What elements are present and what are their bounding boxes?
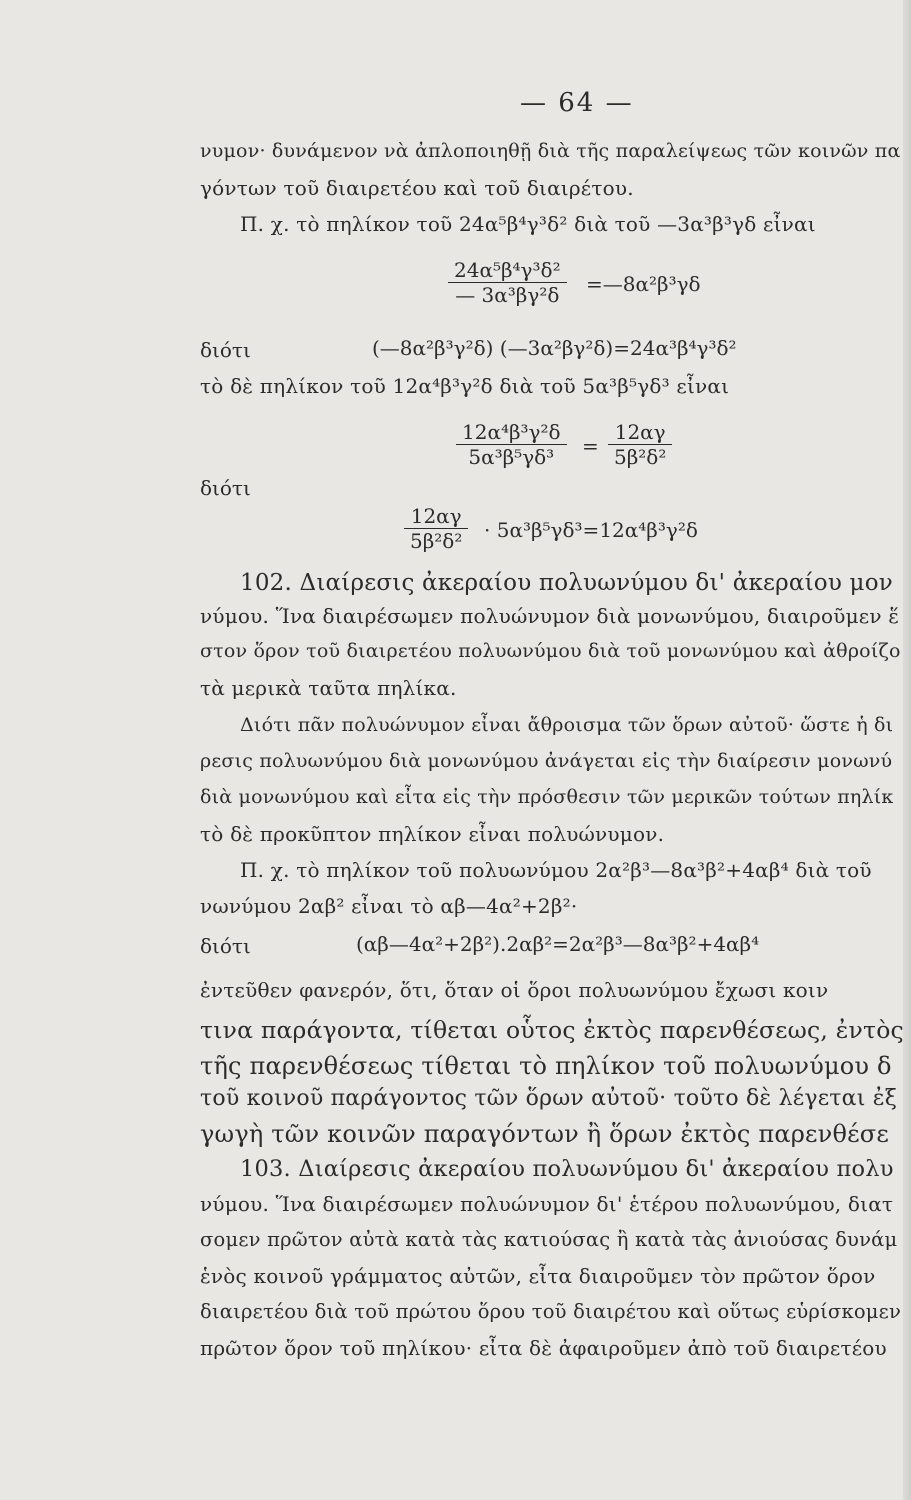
fraction-3 xyxy=(404,504,468,553)
text-line-25: σομεν πρῶτον αὐτὰ κατὰ τὰς κατιούσας ἢ κατὰ τὰς ἀνιούσας δυνάμ xyxy=(200,1228,898,1251)
text-line-22: γωγὴ τῶν κοινῶν παραγόντων ἢ ὅρων ἐκτὸς παρενθέσε xyxy=(200,1120,889,1148)
fraction-3-product: · 5α³β⁵γδ³=12α⁴β³γ²δ xyxy=(484,518,698,542)
fraction-3-numerator: 12αγ xyxy=(404,504,468,529)
text-line-18: ἐντεῦθεν φανερόν, ὅτι, ὅταν οἱ ὅροι πολυωνύμου ἔχωσι κοιν xyxy=(200,978,829,1002)
text-line-1: νυμον· δυνάμενον νὰ ἀπλοποιηθῇ διὰ τῆς παραλείψεως τῶν κοινῶν πα xyxy=(200,140,901,162)
text-line-11: Διότι πᾶν πολυώνυμον εἶναι ἄθροισμα τῶν ὅρων αὐτοῦ· ὥστε ἡ δι xyxy=(240,714,894,736)
fraction-1-numerator: 24α⁵β⁴γ³δ² xyxy=(448,258,567,283)
fraction-2-equals: = xyxy=(582,434,599,458)
text-line-8: νύμου. Ἵνα διαιρέσωμεν πολυώνυμον διὰ μονωνύμου, διαιροῦμεν ἕ xyxy=(200,604,900,628)
text-line-26: ἑνὸς κοινοῦ γράμματος αὐτῶν, εἶτα διαιροῦμεν τὸν πρῶτον ὅρον xyxy=(200,1264,876,1288)
fraction-2-denominator: 5α³β⁵γδ³ xyxy=(468,445,555,469)
text-line-15: Π. χ. τὸ πηλίκον τοῦ πολυωνύμου 2α²β³—8α³β²+4αβ⁴ διὰ τοῦ xyxy=(240,858,872,882)
text-line-3: Π. χ. τὸ πηλίκον τοῦ 24α⁵β⁴γ³δ² διὰ τοῦ —3α³β³γδ εἶναι xyxy=(240,212,816,236)
text-line-27: διαιρετέου διὰ τοῦ πρώτου ὅρου τοῦ διαιρέτου καὶ οὕτως εὑρίσκομεν xyxy=(200,1300,902,1323)
equation-1: (—8α²β³γ²δ) (—3α²βγ²δ)=24α³β⁴γ³δ² xyxy=(372,336,737,360)
text-line-10: τὰ μερικὰ ταῦτα πηλίκα. xyxy=(200,676,457,700)
text-line-2: γόντων τοῦ διαιρετέου καὶ τοῦ διαιρέτου. xyxy=(200,176,634,200)
text-line-12: ρεσις πολυωνύμου διὰ μονωνύμου ἀνάγεται εἰς τὴν διαίρεσιν μονωνύ xyxy=(200,750,893,772)
fraction-1 xyxy=(448,258,567,307)
fraction-3-denominator: 5β²δ² xyxy=(410,529,463,553)
section-103-heading: 103. Διαίρεσις ἀκεραίου πολυωνύμου δι' ἀκεραίου πολυ xyxy=(240,1156,894,1182)
text-line-20: τῆς παρενθέσεως τίθεται τὸ πηλίκον τοῦ πολυωνύμου δ xyxy=(200,1052,892,1080)
section-102-heading: 102. Διαίρεσις ἀκεραίου πολυωνύμου δι' ἀκεραίου μον xyxy=(240,570,893,596)
text-line-14: τὸ δὲ προκῦπτον πηλίκον εἶναι πολυώνυμον. xyxy=(200,822,665,846)
text-line-19: τινα παράγοντα, τίθεται οὗτος ἐκτὸς παρενθέσεως, ἐντὸς xyxy=(200,1016,904,1044)
page-number: — 64 — xyxy=(520,88,634,118)
fraction-2-result xyxy=(608,420,672,469)
text-line-21: τοῦ κοινοῦ παράγοντος τῶν ὅρων αὐτοῦ· τοῦτο δὲ λέγεται ἐξ xyxy=(200,1086,898,1111)
text-line-16: νωνύμου 2αβ² εἶναι τὸ αβ—4α²+2β²· xyxy=(200,894,578,918)
page-edge xyxy=(903,0,911,1500)
fraction-1-denominator: — 3α³βγ²δ xyxy=(455,283,560,307)
equation-2: (αβ—4α²+2β²).2αβ²=2α²β³—8α³β²+4αβ⁴ xyxy=(356,932,760,956)
text-line-13: διὰ μονωνύμου καὶ εἶτα εἰς τὴν πρόσθεσιν τῶν μερικῶν τούτων πηλίκ xyxy=(200,786,894,808)
text-line-5: τὸ δὲ πηλίκον τοῦ 12α⁴β³γ²δ διὰ τοῦ 5α³β⁵γδ³ εἶναι xyxy=(200,374,730,398)
label-dioti-2: διότι xyxy=(200,476,251,500)
text-line-9: στον ὅρον τοῦ διαιρετέου πολυωνύμου διὰ τοῦ μονωνύμου καὶ ἀθροίζο xyxy=(200,640,901,662)
label-dioti-3: διότι xyxy=(200,934,251,958)
fraction-2 xyxy=(456,420,567,469)
fraction-2-result-numerator: 12αγ xyxy=(608,420,672,445)
text-line-28: πρῶτον ὅρον τοῦ πηλίκου· εἶτα δὲ ἀφαιροῦμεν ἀπὸ τοῦ διαιρετέου xyxy=(200,1336,887,1360)
text-line-24: νύμου. Ἵνα διαιρέσωμεν πολυώνυμον δι' ἑτέρου πολυωνύμου, διατ xyxy=(200,1192,894,1216)
fraction-1-result: =—8α²β³γδ xyxy=(586,272,701,296)
label-dioti-1: διότι xyxy=(200,338,251,362)
fraction-2-result-denominator: 5β²δ² xyxy=(614,445,667,469)
fraction-2-numerator: 12α⁴β³γ²δ xyxy=(456,420,567,445)
